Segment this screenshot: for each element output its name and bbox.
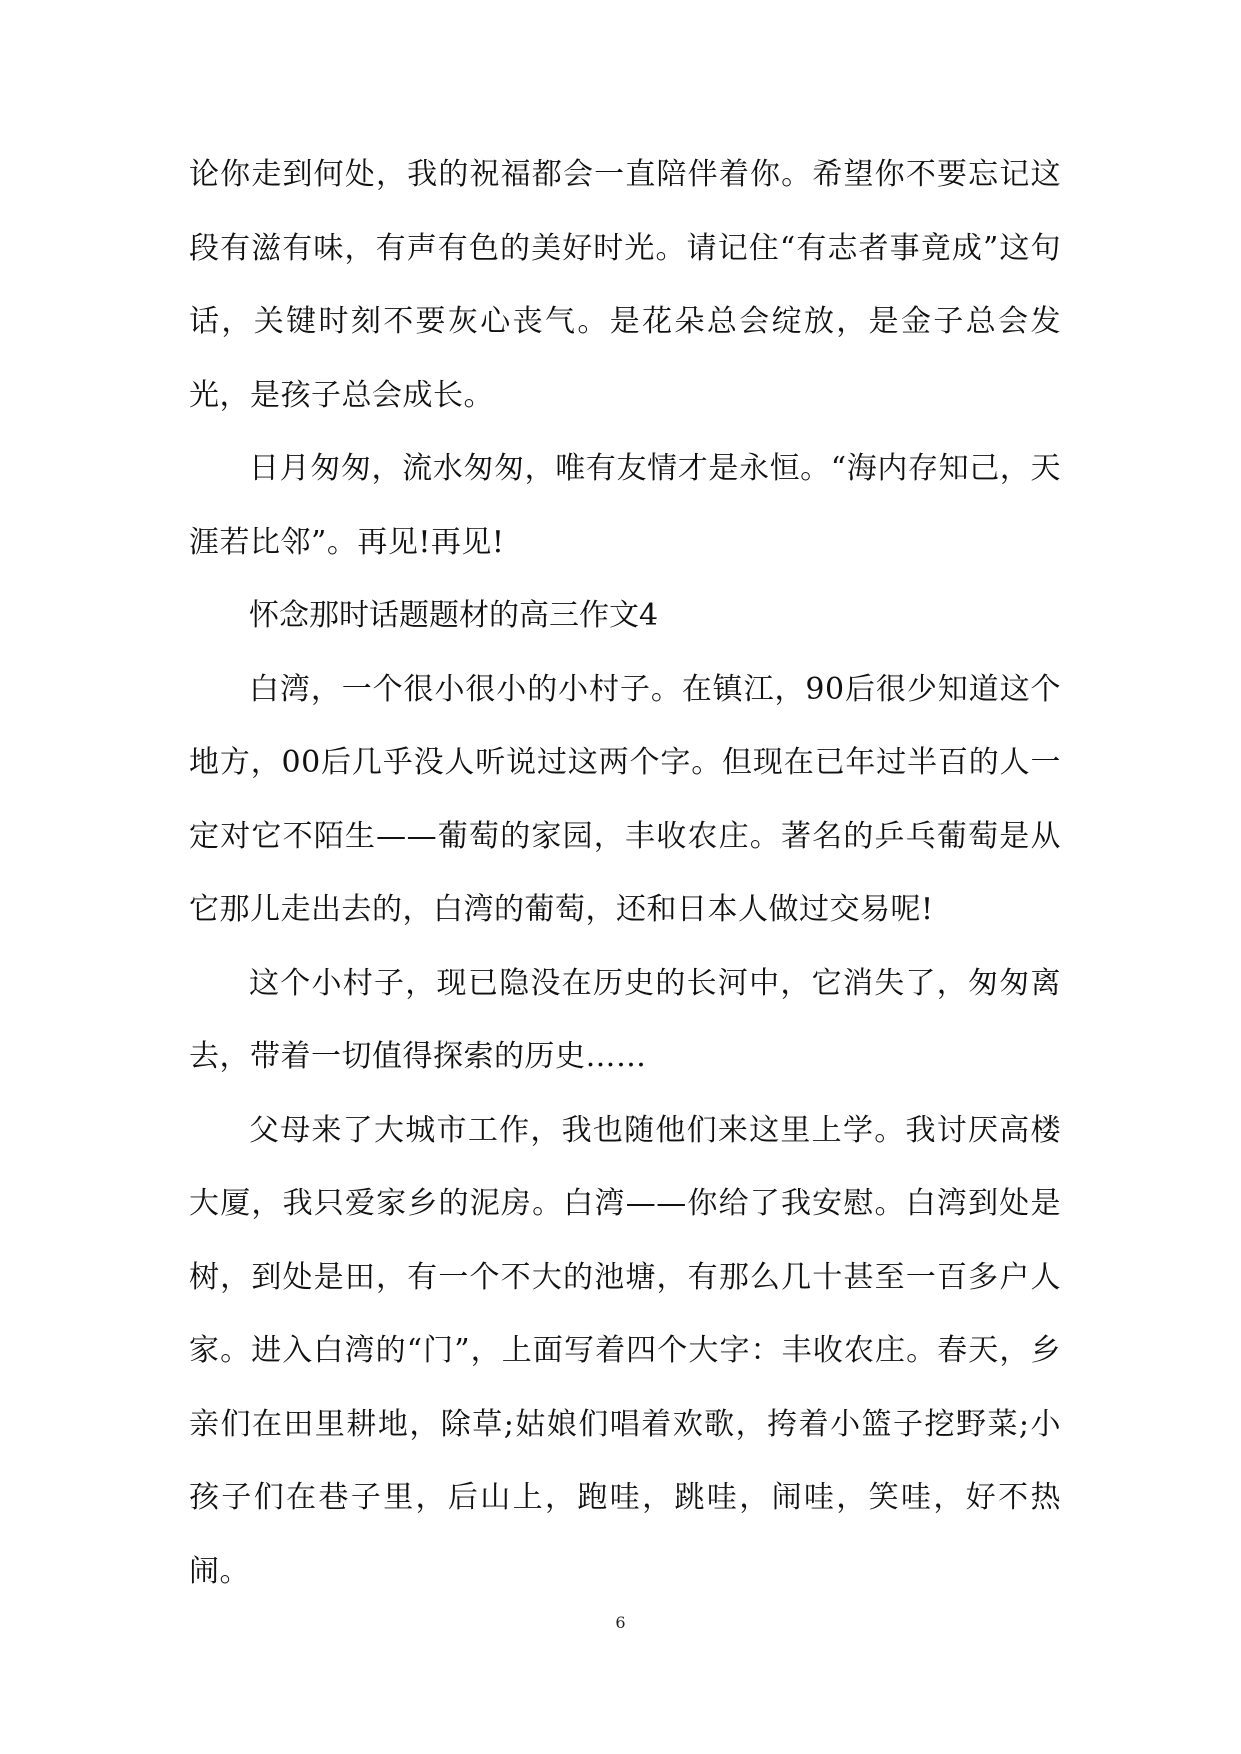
page-number: 6 — [615, 1613, 626, 1632]
paragraph-baiwan-intro: 白湾，一个很小很小的小村子。在镇江，90后很少知道这个地方，00后几乎没人听说过这两个字。但现在已年过半百的人一定对它不陌生——葡萄的家园，丰收农庄。著名的乒乓葡萄是从它那儿走出去的，白湾的葡萄，还和日本人做过交易呢! — [189, 671, 1061, 927]
paragraph-village-vanished: 这个小村子，现已隐没在历史的长河中，它消失了，匆匆离去，带着一切值得探索的历史…… — [189, 965, 1061, 1074]
paragraph-hometown-memory: 父母来了大城市工作，我也随他们来这里上学。我讨厌高楼大厦，我只爱家乡的泥房。白湾——你给了我安慰。白湾到处是树，到处是田，有一个不大的池塘，有那么几十甚至一百多户人家。进入白湾的“门”，上面写着四个大字：丰收农庄。春天，乡亲们在田里耕地，除草;姑娘们唱着欢歌，挎着小篮子挖野菜;小孩子们在巷子里，后山上，跑哇，跳哇，闹哇，笑哇，好不热闹。 — [189, 1112, 1061, 1589]
essay-heading: 怀念那时话题题材的高三作文4 — [249, 598, 659, 633]
paragraph-farewell: 日月匆匆，流水匆匆，唯有友情才是永恒。“海内存知己，天涯若比邻”。再见!再见! — [189, 451, 1061, 560]
paragraph-continuation: 论你走到何处，我的祝福都会一直陪伴着你。希望你不要忘记这段有滋有味，有声有色的美好时光。请记住“有志者事竟成”这句话，关键时刻不要灰心丧气。是花朵总会绽放，是金子总会发光，是孩子总会成长。 — [189, 157, 1061, 413]
document-body — [189, 138, 1061, 1608]
